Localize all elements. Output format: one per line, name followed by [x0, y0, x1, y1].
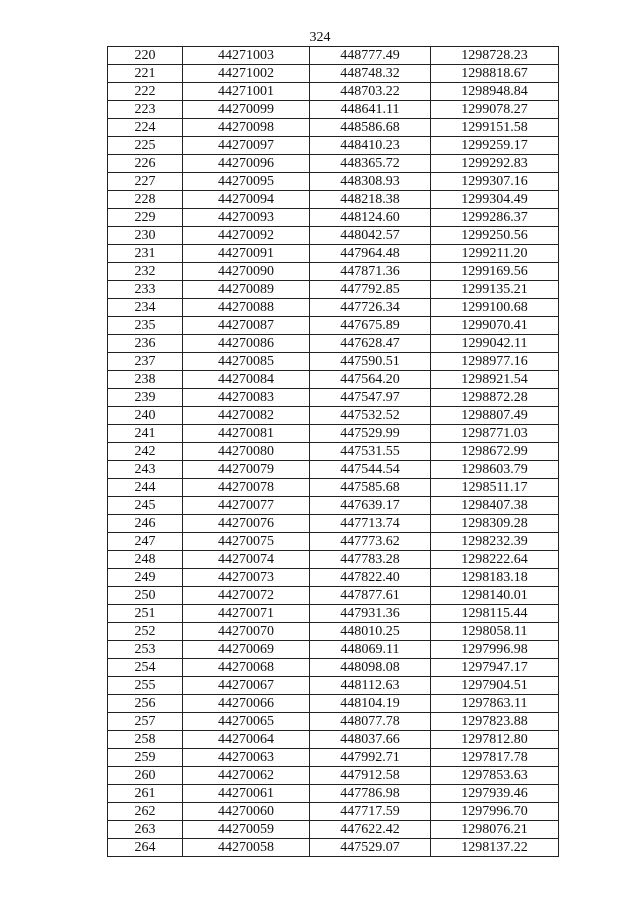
table-row [108, 245, 559, 263]
table-row [108, 803, 559, 821]
y-coordinate-cell: 1297996.98 [431, 641, 559, 659]
point-id-cell: 44270092 [183, 227, 310, 245]
point-id-cell: 44270060 [183, 803, 310, 821]
row-number-cell: 260 [108, 767, 183, 785]
point-id-cell: 44270099 [183, 101, 310, 119]
row-number-cell: 247 [108, 533, 183, 551]
table-row [108, 137, 559, 155]
x-coordinate-cell: 447639.17 [310, 497, 431, 515]
point-id-cell: 44270064 [183, 731, 310, 749]
table-row [108, 119, 559, 137]
table-row [108, 47, 559, 65]
row-number-cell: 224 [108, 119, 183, 137]
point-id-cell: 44270085 [183, 353, 310, 371]
table-row [108, 641, 559, 659]
x-coordinate-cell: 447529.99 [310, 425, 431, 443]
table-row [108, 785, 559, 803]
table-row [108, 389, 559, 407]
point-id-cell: 44270097 [183, 137, 310, 155]
y-coordinate-cell: 1298058.11 [431, 623, 559, 641]
point-id-cell: 44270076 [183, 515, 310, 533]
table-row [108, 155, 559, 173]
x-coordinate-cell: 447547.97 [310, 389, 431, 407]
y-coordinate-cell: 1299042.11 [431, 335, 559, 353]
row-number-cell: 264 [108, 839, 183, 857]
table-row [108, 209, 559, 227]
x-coordinate-cell: 448365.72 [310, 155, 431, 173]
row-number-cell: 222 [108, 83, 183, 101]
row-number-cell: 243 [108, 461, 183, 479]
row-number-cell: 242 [108, 443, 183, 461]
y-coordinate-cell: 1297863.11 [431, 695, 559, 713]
table-row [108, 371, 559, 389]
row-number-cell: 227 [108, 173, 183, 191]
point-id-cell: 44270088 [183, 299, 310, 317]
y-coordinate-cell: 1299135.21 [431, 281, 559, 299]
y-coordinate-cell: 1298115.44 [431, 605, 559, 623]
table-row [108, 353, 559, 371]
y-coordinate-cell: 1299070.41 [431, 317, 559, 335]
x-coordinate-cell: 447871.36 [310, 263, 431, 281]
row-number-cell: 259 [108, 749, 183, 767]
x-coordinate-cell: 448077.78 [310, 713, 431, 731]
x-coordinate-cell: 447964.48 [310, 245, 431, 263]
y-coordinate-cell: 1299259.17 [431, 137, 559, 155]
row-number-cell: 262 [108, 803, 183, 821]
x-coordinate-cell: 448037.66 [310, 731, 431, 749]
y-coordinate-cell: 1299307.16 [431, 173, 559, 191]
row-number-cell: 230 [108, 227, 183, 245]
y-coordinate-cell: 1299211.20 [431, 245, 559, 263]
point-id-cell: 44270066 [183, 695, 310, 713]
table-row [108, 515, 559, 533]
table-body [108, 47, 559, 857]
table-row [108, 659, 559, 677]
x-coordinate-cell: 447773.62 [310, 533, 431, 551]
row-number-cell: 229 [108, 209, 183, 227]
point-id-cell: 44271003 [183, 47, 310, 65]
table-row [108, 461, 559, 479]
x-coordinate-cell: 447628.47 [310, 335, 431, 353]
table-row [108, 173, 559, 191]
y-coordinate-cell: 1298140.01 [431, 587, 559, 605]
table-row [108, 695, 559, 713]
y-coordinate-cell: 1297853.63 [431, 767, 559, 785]
point-id-cell: 44270087 [183, 317, 310, 335]
point-id-cell: 44271002 [183, 65, 310, 83]
y-coordinate-cell: 1297996.70 [431, 803, 559, 821]
point-id-cell: 44270091 [183, 245, 310, 263]
x-coordinate-cell: 447675.89 [310, 317, 431, 335]
row-number-cell: 225 [108, 137, 183, 155]
table-row [108, 767, 559, 785]
point-id-cell: 44270061 [183, 785, 310, 803]
y-coordinate-cell: 1298948.84 [431, 83, 559, 101]
table-row [108, 587, 559, 605]
page-number: 324 [309, 30, 331, 45]
table-row [108, 335, 559, 353]
row-number-cell: 244 [108, 479, 183, 497]
point-id-cell: 44270062 [183, 767, 310, 785]
point-id-cell: 44271001 [183, 83, 310, 101]
table-row [108, 299, 559, 317]
x-coordinate-cell: 448069.11 [310, 641, 431, 659]
table-row [108, 443, 559, 461]
row-number-cell: 240 [108, 407, 183, 425]
table-row [108, 623, 559, 641]
row-number-cell: 245 [108, 497, 183, 515]
table-row [108, 83, 559, 101]
row-number-cell: 254 [108, 659, 183, 677]
point-id-cell: 44270082 [183, 407, 310, 425]
table-row [108, 839, 559, 857]
point-id-cell: 44270084 [183, 371, 310, 389]
table-row [108, 101, 559, 119]
row-number-cell: 220 [108, 47, 183, 65]
y-coordinate-cell: 1298511.17 [431, 479, 559, 497]
table-row [108, 533, 559, 551]
x-coordinate-cell: 447564.20 [310, 371, 431, 389]
row-number-cell: 263 [108, 821, 183, 839]
point-id-cell: 44270094 [183, 191, 310, 209]
point-id-cell: 44270063 [183, 749, 310, 767]
row-number-cell: 231 [108, 245, 183, 263]
y-coordinate-cell: 1297904.51 [431, 677, 559, 695]
point-id-cell: 44270077 [183, 497, 310, 515]
row-number-cell: 236 [108, 335, 183, 353]
row-number-cell: 238 [108, 371, 183, 389]
row-number-cell: 252 [108, 623, 183, 641]
x-coordinate-cell: 448010.25 [310, 623, 431, 641]
x-coordinate-cell: 447822.40 [310, 569, 431, 587]
x-coordinate-cell: 447590.51 [310, 353, 431, 371]
y-coordinate-cell: 1299169.56 [431, 263, 559, 281]
x-coordinate-cell: 447713.74 [310, 515, 431, 533]
x-coordinate-cell: 448703.22 [310, 83, 431, 101]
point-id-cell: 44270073 [183, 569, 310, 587]
point-id-cell: 44270078 [183, 479, 310, 497]
table-row [108, 713, 559, 731]
row-number-cell: 239 [108, 389, 183, 407]
x-coordinate-cell: 448308.93 [310, 173, 431, 191]
point-id-cell: 44270098 [183, 119, 310, 137]
table-row [108, 479, 559, 497]
table-row [108, 497, 559, 515]
point-id-cell: 44270067 [183, 677, 310, 695]
point-id-cell: 44270071 [183, 605, 310, 623]
x-coordinate-cell: 448586.68 [310, 119, 431, 137]
x-coordinate-cell: 447783.28 [310, 551, 431, 569]
x-coordinate-cell: 448777.49 [310, 47, 431, 65]
x-coordinate-cell: 447717.59 [310, 803, 431, 821]
row-number-cell: 251 [108, 605, 183, 623]
y-coordinate-cell: 1298728.23 [431, 47, 559, 65]
table-row [108, 551, 559, 569]
point-id-cell: 44270074 [183, 551, 310, 569]
x-coordinate-cell: 448098.08 [310, 659, 431, 677]
x-coordinate-cell: 448641.11 [310, 101, 431, 119]
x-coordinate-cell: 447912.58 [310, 767, 431, 785]
x-coordinate-cell: 447786.98 [310, 785, 431, 803]
y-coordinate-cell: 1297939.46 [431, 785, 559, 803]
y-coordinate-cell: 1299286.37 [431, 209, 559, 227]
x-coordinate-cell: 447726.34 [310, 299, 431, 317]
point-id-cell: 44270072 [183, 587, 310, 605]
point-id-cell: 44270075 [183, 533, 310, 551]
row-number-cell: 249 [108, 569, 183, 587]
table-row [108, 407, 559, 425]
x-coordinate-cell: 447532.52 [310, 407, 431, 425]
table-row [108, 191, 559, 209]
x-coordinate-cell: 447792.85 [310, 281, 431, 299]
point-id-cell: 44270059 [183, 821, 310, 839]
x-coordinate-cell: 447531.55 [310, 443, 431, 461]
y-coordinate-cell: 1297947.17 [431, 659, 559, 677]
y-coordinate-cell: 1298076.21 [431, 821, 559, 839]
point-id-cell: 44270095 [183, 173, 310, 191]
row-number-cell: 246 [108, 515, 183, 533]
row-number-cell: 226 [108, 155, 183, 173]
point-id-cell: 44270093 [183, 209, 310, 227]
table-row [108, 227, 559, 245]
y-coordinate-cell: 1298818.67 [431, 65, 559, 83]
y-coordinate-cell: 1298921.54 [431, 371, 559, 389]
row-number-cell: 248 [108, 551, 183, 569]
y-coordinate-cell: 1298807.49 [431, 407, 559, 425]
table-row [108, 677, 559, 695]
y-coordinate-cell: 1298137.22 [431, 839, 559, 857]
row-number-cell: 258 [108, 731, 183, 749]
y-coordinate-cell: 1298222.64 [431, 551, 559, 569]
x-coordinate-cell: 447622.42 [310, 821, 431, 839]
row-number-cell: 233 [108, 281, 183, 299]
row-number-cell: 253 [108, 641, 183, 659]
table-row [108, 263, 559, 281]
table-row [108, 821, 559, 839]
x-coordinate-cell: 448748.32 [310, 65, 431, 83]
y-coordinate-cell: 1297823.88 [431, 713, 559, 731]
point-id-cell: 44270081 [183, 425, 310, 443]
x-coordinate-cell: 448042.57 [310, 227, 431, 245]
row-number-cell: 221 [108, 65, 183, 83]
y-coordinate-cell: 1298603.79 [431, 461, 559, 479]
point-id-cell: 44270070 [183, 623, 310, 641]
table-row [108, 605, 559, 623]
y-coordinate-cell: 1299292.83 [431, 155, 559, 173]
y-coordinate-cell: 1298872.28 [431, 389, 559, 407]
point-id-cell: 44270079 [183, 461, 310, 479]
y-coordinate-cell: 1298407.38 [431, 497, 559, 515]
row-number-cell: 234 [108, 299, 183, 317]
x-coordinate-cell: 447877.61 [310, 587, 431, 605]
x-coordinate-cell: 448218.38 [310, 191, 431, 209]
table-row [108, 65, 559, 83]
table-row [108, 749, 559, 767]
y-coordinate-cell: 1298232.39 [431, 533, 559, 551]
row-number-cell: 235 [108, 317, 183, 335]
x-coordinate-cell: 447585.68 [310, 479, 431, 497]
point-id-cell: 44270065 [183, 713, 310, 731]
y-coordinate-cell: 1298977.16 [431, 353, 559, 371]
y-coordinate-cell: 1299250.56 [431, 227, 559, 245]
y-coordinate-cell: 1299078.27 [431, 101, 559, 119]
row-number-cell: 255 [108, 677, 183, 695]
x-coordinate-cell: 447544.54 [310, 461, 431, 479]
row-number-cell: 237 [108, 353, 183, 371]
row-number-cell: 261 [108, 785, 183, 803]
table-row [108, 425, 559, 443]
x-coordinate-cell: 448112.63 [310, 677, 431, 695]
point-id-cell: 44270090 [183, 263, 310, 281]
x-coordinate-cell: 447931.36 [310, 605, 431, 623]
row-number-cell: 257 [108, 713, 183, 731]
y-coordinate-cell: 1299100.68 [431, 299, 559, 317]
point-id-cell: 44270068 [183, 659, 310, 677]
x-coordinate-cell: 447992.71 [310, 749, 431, 767]
point-id-cell: 44270083 [183, 389, 310, 407]
row-number-cell: 241 [108, 425, 183, 443]
table-row [108, 281, 559, 299]
table-row [108, 569, 559, 587]
row-number-cell: 256 [108, 695, 183, 713]
x-coordinate-cell: 447529.07 [310, 839, 431, 857]
row-number-cell: 250 [108, 587, 183, 605]
y-coordinate-cell: 1299304.49 [431, 191, 559, 209]
y-coordinate-cell: 1297817.78 [431, 749, 559, 767]
y-coordinate-cell: 1299151.58 [431, 119, 559, 137]
point-id-cell: 44270096 [183, 155, 310, 173]
row-number-cell: 223 [108, 101, 183, 119]
row-number-cell: 228 [108, 191, 183, 209]
x-coordinate-cell: 448410.23 [310, 137, 431, 155]
y-coordinate-cell: 1298183.18 [431, 569, 559, 587]
row-number-cell: 232 [108, 263, 183, 281]
y-coordinate-cell: 1298309.28 [431, 515, 559, 533]
point-id-cell: 44270089 [183, 281, 310, 299]
y-coordinate-cell: 1297812.80 [431, 731, 559, 749]
point-id-cell: 44270086 [183, 335, 310, 353]
x-coordinate-cell: 448124.60 [310, 209, 431, 227]
x-coordinate-cell: 448104.19 [310, 695, 431, 713]
table-row [108, 317, 559, 335]
y-coordinate-cell: 1298771.03 [431, 425, 559, 443]
point-id-cell: 44270069 [183, 641, 310, 659]
table-row [108, 731, 559, 749]
point-id-cell: 44270058 [183, 839, 310, 857]
point-id-cell: 44270080 [183, 443, 310, 461]
coordinates-table [107, 46, 559, 857]
y-coordinate-cell: 1298672.99 [431, 443, 559, 461]
